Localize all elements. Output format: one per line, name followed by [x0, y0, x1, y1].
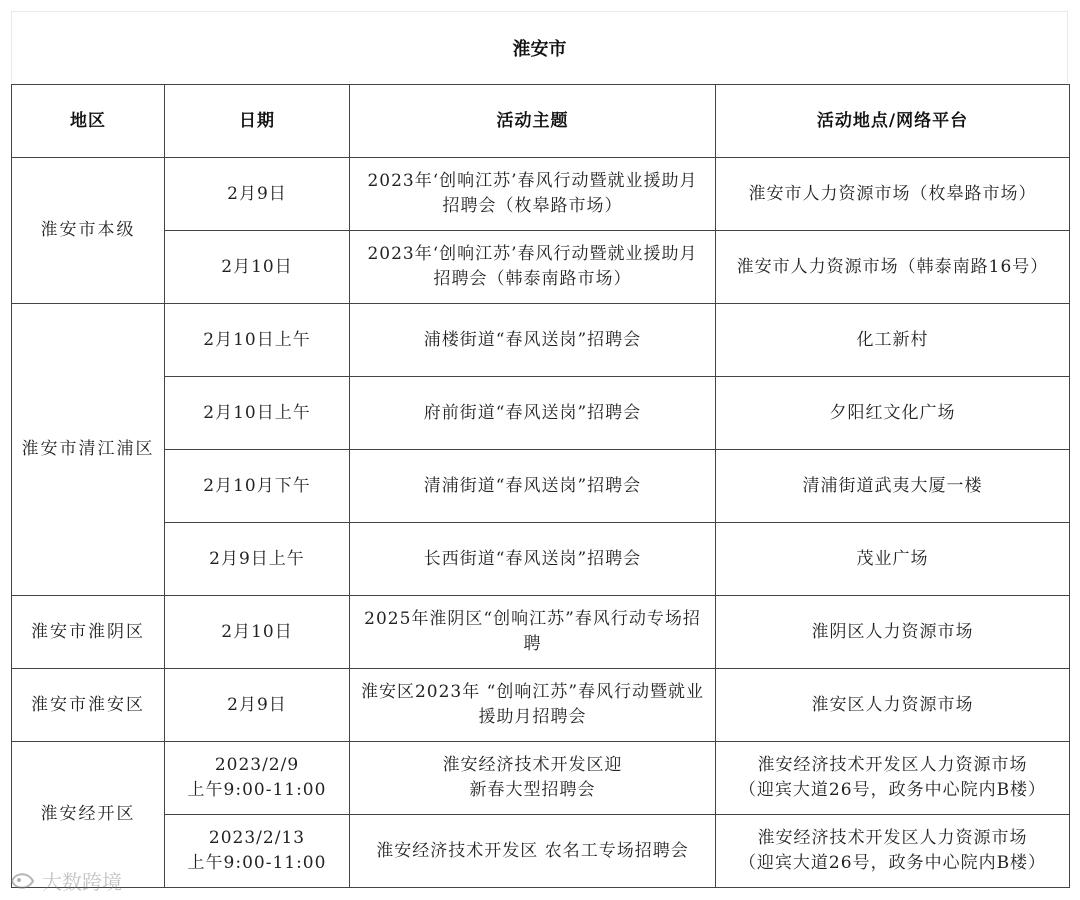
theme-cell-line: 2023年‘创响江苏’春风行动暨就业援助月 — [367, 244, 698, 264]
venue-cell — [716, 377, 1070, 450]
table-row — [12, 669, 1070, 742]
theme-cell — [350, 742, 716, 815]
date-cell-line: 2月10日 — [221, 621, 293, 642]
date-cell-line: 上午9:00-11:00 — [187, 853, 327, 873]
date-cell — [165, 742, 350, 815]
date-cell — [165, 450, 350, 523]
theme-cell — [350, 523, 716, 596]
region-cell: 淮安经开区 — [12, 742, 165, 888]
theme-cell-line: 新春大型招聘会 — [469, 780, 596, 800]
venue-cell — [716, 450, 1070, 523]
date-cell-line: 2023/2/13 — [208, 828, 306, 848]
date-cell — [165, 231, 350, 304]
date-cell — [165, 669, 350, 742]
venue-cell — [716, 815, 1070, 888]
page-title: 淮安市 — [11, 11, 1068, 83]
date-cell-line: 2023/2/9 — [214, 755, 300, 775]
theme-cell — [350, 815, 716, 888]
venue-cell-line: 淮安经济技术开发区人力资源市场 — [757, 828, 1028, 848]
fish-logo-icon — [10, 870, 36, 892]
venue-cell-line: 淮安市人力资源市场（枚皋路市场） — [748, 183, 1037, 204]
date-cell-line: 2月10日上午 — [203, 329, 311, 350]
venue-cell-line: 夕阳红文化广场 — [829, 402, 956, 423]
theme-cell — [350, 158, 716, 231]
region-cell: 淮安市淮阴区 — [12, 596, 165, 669]
date-cell — [165, 377, 350, 450]
venue-cell — [716, 742, 1070, 815]
table-body — [12, 158, 1070, 888]
table-row — [12, 815, 1070, 888]
venue-cell-line: 茂业广场 — [856, 548, 929, 569]
theme-cell — [350, 450, 716, 523]
header-region: 地区 — [12, 85, 165, 158]
table-row — [12, 231, 1070, 304]
header-theme: 活动主题 — [350, 85, 716, 158]
region-cell: 淮安市淮安区 — [12, 669, 165, 742]
theme-cell-line: 聘 — [523, 634, 542, 654]
venue-cell-line: 淮安市人力资源市场（韩泰南路16号） — [736, 256, 1049, 277]
date-cell — [165, 523, 350, 596]
theme-cell — [350, 377, 716, 450]
date-cell-line: 2月9日 — [227, 183, 287, 204]
header-venue: 活动地点/网络平台 — [716, 85, 1070, 158]
venue-cell — [716, 158, 1070, 231]
venue-cell — [716, 304, 1070, 377]
table-header-row — [12, 85, 1070, 158]
date-cell-line: 2月10月下午 — [203, 475, 311, 496]
venue-cell — [716, 596, 1070, 669]
venue-cell-line: 淮安区人力资源市场 — [811, 694, 974, 715]
theme-cell-line: 府前街道“春风送岗”招聘会 — [423, 402, 642, 423]
region-cell: 淮安市本级 — [12, 158, 165, 304]
venue-cell-line: 淮阴区人力资源市场 — [811, 621, 974, 642]
theme-cell-line: 2023年‘创响江苏’春风行动暨就业援助月 — [367, 171, 698, 191]
theme-cell-line: 淮安区2023年 “创响江苏”春风行动暨就业 — [360, 682, 705, 702]
table-row — [12, 304, 1070, 377]
theme-cell-line: 淮安经济技术开发区迎 — [442, 755, 623, 775]
theme-cell — [350, 304, 716, 377]
theme-cell-line: 招聘会（韩泰南路市场） — [433, 269, 632, 289]
theme-cell-line: 援助月招聘会 — [478, 707, 587, 727]
venue-cell — [716, 669, 1070, 742]
theme-cell-line: 长西街道“春风送岗”招聘会 — [423, 548, 642, 569]
venue-cell-line: 化工新村 — [856, 329, 929, 350]
theme-cell — [350, 669, 716, 742]
venue-cell-line: （迎宾大道26号，政务中心院内B楼） — [738, 780, 1047, 800]
date-cell — [165, 304, 350, 377]
venue-cell-line: 淮安经济技术开发区人力资源市场 — [757, 755, 1028, 775]
venue-cell-line: 清浦街道武夷大厦一楼 — [802, 475, 983, 496]
table-row — [12, 450, 1070, 523]
watermark-text: 大数跨境 — [42, 870, 122, 894]
watermark — [10, 866, 122, 895]
date-cell-line: 上午9:00-11:00 — [187, 780, 327, 800]
date-cell-line: 2月10日上午 — [203, 402, 311, 423]
venue-cell — [716, 523, 1070, 596]
table-row — [12, 377, 1070, 450]
date-cell-line: 2月10日 — [221, 256, 293, 277]
theme-cell-line: 2025年淮阴区“创响江苏”春风行动专场招 — [364, 609, 701, 629]
date-cell-line: 2月9日上午 — [209, 548, 305, 569]
table-row — [12, 158, 1070, 231]
header-date: 日期 — [165, 85, 350, 158]
table-row — [12, 596, 1070, 669]
theme-cell-line: 清浦街道“春风送岗”招聘会 — [423, 475, 642, 496]
date-cell — [165, 596, 350, 669]
theme-cell-line: 招聘会（枚皋路市场） — [442, 196, 623, 216]
theme-cell — [350, 231, 716, 304]
date-cell — [165, 158, 350, 231]
table-row — [12, 523, 1070, 596]
venue-cell-line: （迎宾大道26号，政务中心院内B楼） — [738, 853, 1047, 873]
job-fair-table — [11, 84, 1070, 888]
region-cell: 淮安市清江浦区 — [12, 304, 165, 596]
date-cell — [165, 815, 350, 888]
date-cell-line: 2月9日 — [227, 694, 287, 715]
venue-cell — [716, 231, 1070, 304]
theme-cell-line: 浦楼街道“春风送岗”招聘会 — [423, 329, 642, 350]
theme-cell — [350, 596, 716, 669]
theme-cell-line: 淮安经济技术开发区 农名工专场招聘会 — [376, 840, 689, 861]
table-row — [12, 742, 1070, 815]
